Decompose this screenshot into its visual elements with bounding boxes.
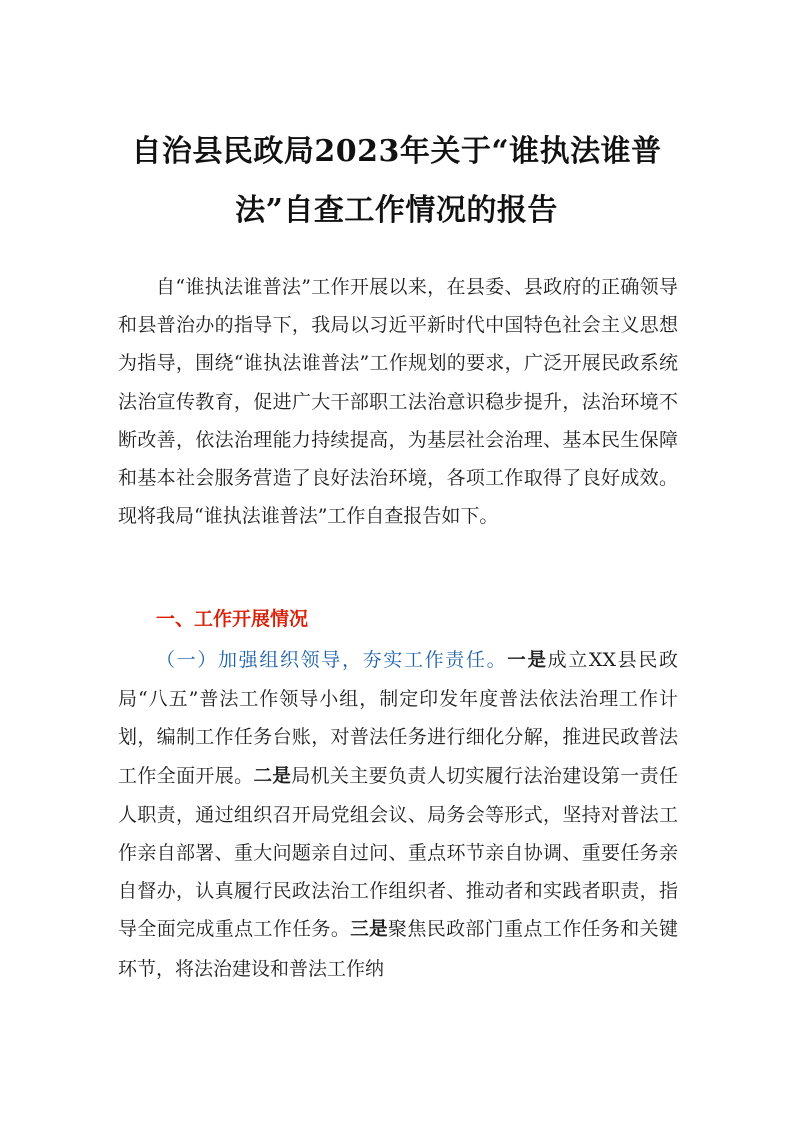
point-text-3: 聚焦民政部门重点工作任务和关键环节，将法治建设和普法工作纳 xyxy=(118,918,678,980)
point-marker-2: 二是 xyxy=(253,765,292,787)
title-line-2: 法”自查工作情况的报告 xyxy=(235,193,558,228)
intro-paragraph-block xyxy=(118,268,678,535)
subsection-heading: （一）加强组织领导，夯实工作责任。 xyxy=(156,649,508,671)
point-text-2: 局机关主要负责人切实履行法治建设第一责任人职责，通过组织召开局党组会议、局务会等形式，坚持对普法工作亲自部署、重大问题亲自过问、重点环节亲自协调、重要任务亲自督办，认真履行民政法治工作组织者、推动者和实践者职责，指导全面完成重点工作任务。 xyxy=(118,764,678,941)
intro-paragraph: 自“谁执法谁普法”工作开展以来，在县委、县政府的正确领导和县普治办的指导下，我局以习近平新时代中国特色社会主义思想为指导，围绕“谁执法谁普法”工作规划的要求，广泛开展民政系统法治宣传教育，促进广大干部职工法治意识稳步提升，法治环境不断改善，依法治理能力持续提高，为基层社会治理、基本民生保障和基本社会服务营造了良好法治环境，各项工作取得了良好成效。现将我局“谁执法谁普法”工作自查报告如下。 xyxy=(118,276,678,528)
section1-body xyxy=(118,641,678,988)
point-marker-3: 三是 xyxy=(350,919,388,941)
title-line-1: 自治县民政局2023年关于“谁执法谁普 xyxy=(131,134,662,169)
section-heading-work-progress: 一、工作开展情况 xyxy=(156,608,309,630)
document-title xyxy=(110,122,683,240)
point-text-1: 成立XX县民政局“八五”普法工作领导小组，制定印发年度普法依法治理工作计划，编制工作任务台账，对普法任务进行细化分解，推进民政普法工作全面开展。 xyxy=(118,649,678,787)
point-marker-1: 一是 xyxy=(507,650,548,671)
section1-paragraph xyxy=(118,641,678,988)
